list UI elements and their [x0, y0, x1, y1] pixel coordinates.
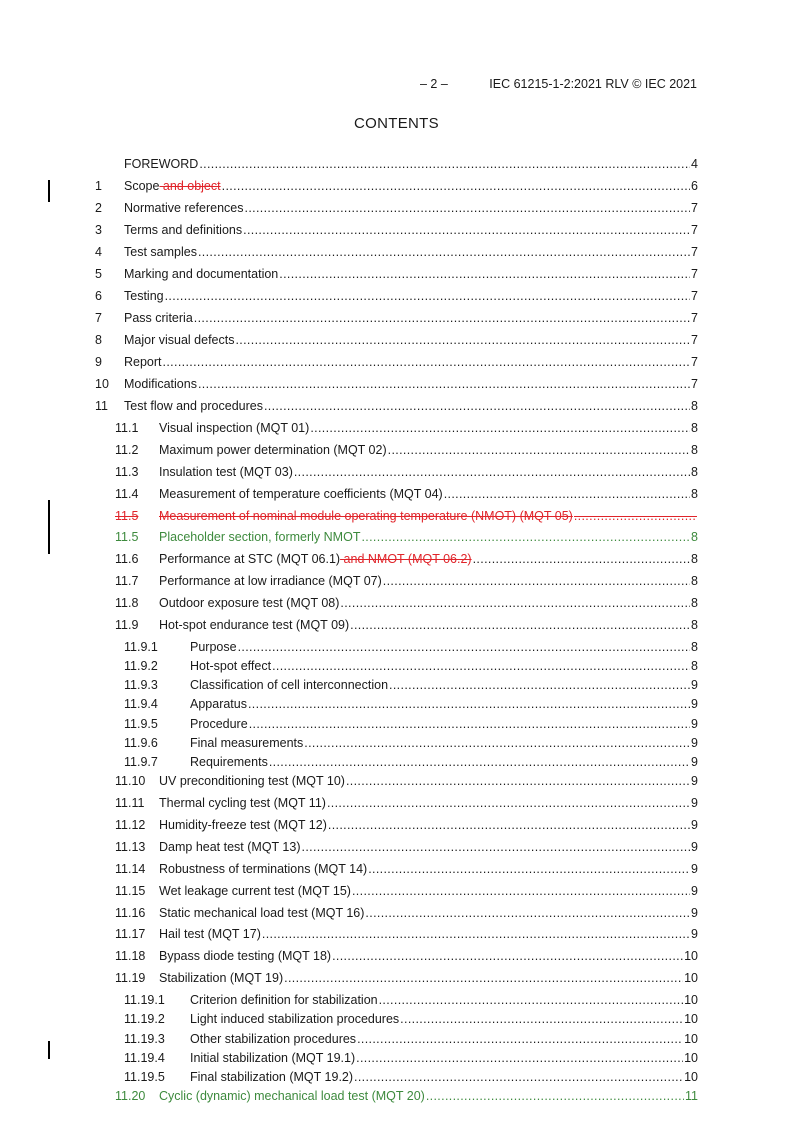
dot-leader: [198, 245, 690, 259]
toc-entry-page: 9: [691, 927, 698, 942]
toc-entry-page: 10: [684, 1069, 698, 1084]
dot-leader: [361, 530, 690, 544]
toc-entry[interactable]: [95, 755, 698, 774]
dot-leader: [383, 574, 690, 588]
toc-entry-title: [159, 596, 339, 610]
page-header: [420, 77, 697, 91]
toc-entry-number: 11.17: [115, 927, 146, 942]
toc-entry-title-text: Stabilization (MQT 19): [159, 971, 284, 986]
toc-entry[interactable]: [95, 245, 698, 267]
toc-entry-title-text: Bypass diode testing (MQT 18): [159, 949, 332, 964]
toc-entry-page: 8: [691, 442, 698, 457]
toc-entry-page: 7: [691, 223, 698, 237]
toc-entry-title-text: Purpose: [190, 639, 237, 654]
toc-entry-title: [159, 840, 301, 854]
toc-entry-number: 11.4: [115, 486, 139, 501]
toc-entry-number: 11.9.5: [124, 716, 158, 731]
toc-entry[interactable]: [95, 697, 698, 716]
toc-entry-title: [124, 355, 162, 369]
toc-entry-title-text: Testing: [124, 289, 164, 303]
toc-entry[interactable]: [95, 774, 698, 796]
toc-entry[interactable]: [95, 201, 698, 223]
dot-leader: [332, 949, 683, 963]
dot-leader: [249, 717, 690, 731]
toc-entry-title: [124, 245, 197, 259]
toc-entry[interactable]: [95, 157, 698, 179]
toc-entry-page: 8: [691, 399, 698, 413]
toc-entry-title: [159, 796, 326, 810]
toc-entry-title-text: Outdoor exposure test (MQT 08): [159, 596, 340, 611]
toc-entry[interactable]: [95, 717, 698, 736]
toc-entry-number: 11.19.3: [124, 1031, 165, 1046]
dot-leader: [310, 421, 690, 435]
toc-entry-title: [159, 884, 351, 898]
toc-entry[interactable]: [95, 179, 698, 201]
toc-entry-title-text: Marking and documentation: [124, 267, 279, 281]
toc-entry-page: 9: [691, 678, 698, 693]
toc-entry[interactable]: [95, 640, 698, 659]
toc-entry[interactable]: [95, 530, 698, 552]
toc-entry-title: [190, 1070, 353, 1084]
toc-entry-title-text: Hot-spot endurance test (MQT 09): [159, 618, 350, 633]
toc-entry-number: 11.19.5: [124, 1069, 165, 1084]
toc-entry-number: 1: [95, 179, 102, 193]
dot-leader: [350, 618, 690, 632]
toc-entry-page: 7: [691, 289, 698, 303]
toc-entry-number: 7: [95, 311, 102, 325]
change-bar-mqt20: [48, 1041, 50, 1059]
toc-entry-title: [159, 774, 345, 788]
dot-leader: [235, 333, 690, 347]
toc-entry-number: 11.20: [115, 1089, 146, 1104]
toc-entry-number: 11.9.4: [124, 697, 158, 712]
toc-entry-title-text: Hot-spot effect: [190, 659, 272, 674]
dot-leader: [444, 487, 690, 501]
toc-entry-title: [124, 223, 242, 237]
toc-entry-title-text: Procedure: [190, 716, 248, 731]
toc-entry-page: 7: [691, 355, 698, 369]
toc-entry-page: 9: [691, 774, 698, 789]
dot-leader: [262, 927, 690, 941]
toc-entry-page: 10: [684, 1050, 698, 1065]
toc-entry[interactable]: [95, 906, 698, 928]
toc-entry-number: 2: [95, 201, 102, 215]
toc-entry-title-text: Performance at STC (MQT 06.1): [159, 552, 341, 567]
toc-entry-number: 10: [95, 377, 109, 391]
toc-entry[interactable]: [95, 1070, 698, 1089]
dot-leader: [272, 659, 690, 673]
toc-entry-page: 7: [691, 245, 698, 259]
toc-entry[interactable]: [95, 289, 698, 311]
toc-entry-page: 7: [691, 333, 698, 347]
toc-entry[interactable]: [95, 1032, 698, 1051]
toc-entry-title: [124, 179, 221, 193]
toc-entry-page: 8: [691, 486, 698, 501]
toc-entry[interactable]: [95, 509, 698, 531]
dot-leader: [327, 796, 690, 810]
toc-entry-number: 11.9.2: [124, 659, 158, 674]
toc-entry-page: 9: [691, 735, 698, 750]
toc-entry-number: 11.9: [115, 618, 139, 633]
dot-leader: [352, 884, 690, 898]
toc-entry-page: 7: [691, 377, 698, 391]
toc-entry-title: [124, 201, 244, 215]
toc-entry-page: 8: [691, 618, 698, 633]
toc-entry-page: 8: [691, 639, 698, 654]
toc-entry-page: 9: [691, 796, 698, 811]
dot-leader: [194, 311, 690, 325]
toc-entry-title: [159, 509, 573, 523]
toc-entry-page: 8: [691, 464, 698, 479]
deleted-text: and NMOT (MQT 06.2): [340, 552, 472, 567]
toc-entry[interactable]: [95, 333, 698, 355]
toc-entry-title: [190, 717, 248, 731]
toc-entry-title-text: Initial stabilization (MQT 19.1): [190, 1050, 356, 1065]
toc-entry-title-text: Other stabilization procedures: [190, 1031, 357, 1046]
dot-leader: [243, 223, 690, 237]
page-title: CONTENTS: [354, 115, 439, 132]
toc-entry-title: [159, 465, 293, 479]
toc-entry-title: [190, 736, 303, 750]
toc-entry-page: 11: [685, 1089, 698, 1104]
toc-entry-number: 11.9.7: [124, 755, 158, 770]
toc-entry-title-text: Robustness of terminations (MQT 14): [159, 861, 368, 876]
toc-entry-title: [159, 421, 309, 435]
toc-entry-page: 7: [691, 201, 698, 215]
toc-entry-title: [190, 1012, 399, 1026]
toc-entry[interactable]: [95, 574, 698, 596]
dot-leader: [199, 157, 690, 171]
toc-entry-number: 11.6: [115, 552, 139, 567]
toc-entry-number: 9: [95, 355, 102, 369]
toc-entry-title: [124, 311, 193, 325]
toc-entry-title-text: Insulation test (MQT 03): [159, 464, 293, 479]
toc-entry[interactable]: [95, 840, 698, 862]
dot-leader: [379, 993, 684, 1007]
toc-entry-title-text: Normative references: [124, 201, 244, 215]
toc-entry[interactable]: [95, 949, 698, 971]
toc-entry-title-text: Final measurements: [190, 735, 304, 750]
toc-entry-number: 4: [95, 245, 102, 259]
toc-entry-title-text: Terms and definitions: [124, 223, 243, 237]
toc-entry-page: 9: [691, 905, 698, 920]
toc-entry-title: [159, 443, 387, 457]
toc-entry-page: 9: [691, 716, 698, 731]
table-of-contents: [95, 157, 698, 1111]
toc-entry-number: 11.19.4: [124, 1050, 165, 1065]
toc-entry-title-text: Light induced stabilization procedures: [190, 1012, 400, 1027]
toc-entry-title-text: Maximum power determination (MQT 02): [159, 442, 387, 457]
toc-entry-number: 11.19.1: [124, 993, 165, 1008]
toc-entry-title: [190, 1032, 356, 1046]
toc-entry-title-text: Cyclic (dynamic) mechanical load test (MQT 20): [159, 1089, 425, 1104]
toc-entry-title-text: Criterion definition for stabilization: [190, 993, 378, 1008]
toc-entry-title: [159, 927, 261, 941]
toc-entry-number: 11.1: [115, 421, 139, 435]
toc-entry-page: 10: [684, 993, 698, 1008]
dot-leader: [245, 201, 691, 215]
toc-entry[interactable]: [95, 355, 698, 377]
toc-entry[interactable]: [95, 443, 698, 465]
toc-entry[interactable]: [95, 971, 698, 993]
dot-leader: [279, 267, 690, 281]
toc-entry[interactable]: [95, 596, 698, 618]
toc-entry-number: 11.2: [115, 442, 139, 457]
toc-entry-title-text: Placeholder section, formerly NMOT: [159, 530, 361, 545]
toc-entry-number: 11.3: [115, 464, 139, 479]
toc-entry-title-text: Visual inspection (MQT 01): [159, 421, 310, 435]
toc-entry-title-text: Scope: [124, 179, 160, 193]
dot-leader: [388, 443, 690, 457]
toc-entry-title-text: Test flow and procedures: [124, 399, 263, 413]
toc-entry-title: [159, 574, 382, 588]
toc-entry-number: 5: [95, 267, 102, 281]
toc-entry-page: 6: [691, 179, 698, 193]
toc-entry-number: 11.5: [115, 530, 139, 545]
dot-leader: [222, 179, 690, 193]
toc-entry[interactable]: [95, 223, 698, 245]
dot-leader: [269, 755, 690, 769]
toc-entry[interactable]: [95, 399, 698, 421]
toc-entry[interactable]: [95, 736, 698, 755]
toc-entry-number: 11.18: [115, 949, 146, 964]
toc-entry-title: [124, 333, 234, 347]
dot-leader: [302, 840, 691, 854]
toc-entry-page: 9: [691, 697, 698, 712]
toc-entry-number: 11.15: [115, 883, 146, 898]
dot-leader: [354, 1070, 683, 1084]
toc-entry-title: [190, 993, 378, 1007]
toc-entry-title: [190, 1051, 355, 1065]
toc-entry-title-text: Performance at low irradiance (MQT 07): [159, 574, 382, 589]
toc-entry[interactable]: [95, 1089, 698, 1111]
toc-entry-page: 4: [691, 157, 698, 171]
toc-entry-number: 11.8: [115, 596, 139, 611]
toc-entry-number: 11.5: [115, 508, 139, 523]
toc-entry-title: [159, 552, 472, 566]
toc-entry-page: 9: [691, 883, 698, 898]
dot-leader: [389, 678, 690, 692]
dot-leader: [294, 465, 690, 479]
toc-entry[interactable]: [95, 862, 698, 884]
toc-entry[interactable]: [95, 1012, 698, 1031]
toc-entry-title-text: Test samples: [124, 245, 197, 259]
change-bar-nmot: [48, 500, 50, 554]
toc-entry-number: 8: [95, 333, 102, 347]
toc-entry-title: [124, 399, 263, 413]
dot-leader: [264, 399, 690, 413]
toc-entry-title: [159, 818, 327, 832]
toc-entry-title-text: Modifications: [124, 377, 197, 391]
toc-entry-page: 7: [691, 267, 698, 281]
toc-entry-title-text: FOREWORD: [124, 157, 199, 171]
toc-entry-title-text: UV preconditioning test (MQT 10): [159, 774, 345, 789]
toc-entry-number: 11: [95, 399, 108, 413]
toc-entry[interactable]: [95, 377, 698, 399]
toc-entry-title: [190, 640, 237, 654]
toc-entry-title: [159, 530, 360, 544]
toc-entry-number: 11.11: [115, 796, 145, 811]
toc-entry-title-text: Thermal cycling test (MQT 11): [159, 796, 326, 811]
toc-entry-title: [159, 1089, 425, 1103]
toc-entry-title: [190, 678, 388, 692]
toc-entry[interactable]: [95, 552, 698, 574]
dot-leader: [356, 1051, 683, 1065]
toc-entry-title-text: Humidity-freeze test (MQT 12): [159, 818, 327, 832]
toc-entry-title-text: Damp heat test (MQT 13): [159, 839, 301, 854]
toc-entry-title: [159, 862, 367, 876]
toc-entry-title: [159, 906, 364, 920]
toc-entry-number: 11.9.3: [124, 678, 158, 693]
toc-entry-number: 3: [95, 223, 102, 237]
toc-entry-title-text: Pass criteria: [124, 311, 193, 325]
toc-entry-title-text: Major visual defects: [124, 333, 235, 347]
toc-entry-title: [124, 267, 278, 281]
toc-entry-title-text: Static mechanical load test (MQT 16): [159, 905, 365, 920]
dot-leader: [165, 289, 690, 303]
toc-entry-title: [124, 157, 198, 171]
dot-leader: [346, 774, 690, 788]
toc-entry-number: 11.9.1: [124, 639, 158, 654]
toc-entry-number: 11.12: [115, 818, 146, 832]
toc-entry-page: 8: [691, 530, 698, 545]
toc-entry-page: 8: [691, 421, 698, 435]
dot-leader: [426, 1089, 684, 1103]
toc-entry[interactable]: [95, 678, 698, 697]
toc-entry-title-text: Classification of cell interconnection: [190, 678, 389, 693]
toc-entry-number: 11.14: [115, 861, 146, 876]
dot-leader: [357, 1032, 683, 1046]
dot-leader: [365, 906, 690, 920]
toc-entry-page: 7: [691, 311, 698, 325]
toc-entry-page: 9: [691, 818, 698, 832]
toc-entry-title: [190, 697, 247, 711]
dot-leader: [284, 971, 683, 985]
dot-leader: [368, 862, 690, 876]
toc-entry[interactable]: [95, 884, 698, 906]
toc-entry-page: 9: [691, 861, 698, 876]
dot-leader: [238, 640, 690, 654]
toc-entry-title-text: Measurement of temperature coefficients (MQT 04): [159, 486, 443, 501]
toc-entry[interactable]: [95, 818, 698, 840]
toc-entry-title: [190, 659, 271, 673]
dot-leader: [473, 552, 690, 566]
toc-entry-title: [159, 618, 349, 632]
toc-entry-title: [124, 289, 164, 303]
change-bar-scope: [48, 180, 50, 202]
document-id: IEC 61215-1-2:2021 RLV © IEC 2021: [489, 77, 697, 91]
toc-entry[interactable]: [95, 796, 698, 818]
dot-leader: [248, 697, 690, 711]
toc-entry-number: 6: [95, 289, 102, 303]
toc-entry-title: [124, 377, 197, 391]
toc-entry-title-text: Measurement of nominal module operating temperature (NMOT) (MQT 05): [159, 508, 573, 523]
toc-entry-number: 11.10: [115, 774, 146, 789]
page-number: – 2 –: [419, 77, 448, 91]
toc-entry[interactable]: [95, 311, 698, 333]
toc-entry-page: 9: [691, 755, 698, 770]
toc-entry-number: 11.9.6: [124, 735, 158, 750]
toc-entry-title-text: Requirements: [190, 755, 268, 770]
toc-entry[interactable]: [95, 465, 698, 487]
toc-entry-page: 8: [691, 552, 698, 567]
dot-leader: [198, 377, 690, 391]
toc-entry-page: 8: [691, 659, 698, 674]
toc-entry-title: [159, 971, 283, 985]
toc-entry[interactable]: [95, 659, 698, 678]
dot-leader: [340, 596, 690, 610]
toc-entry[interactable]: [95, 1051, 698, 1070]
toc-entry-title: [159, 487, 443, 501]
toc-entry-number: 11.7: [115, 574, 139, 589]
toc-entry-title-text: Hail test (MQT 17): [159, 927, 261, 942]
toc-entry-title-text: Wet leakage current test (MQT 15): [159, 883, 351, 898]
toc-entry-page: 8: [691, 596, 698, 611]
toc-entry-title-text: Report: [124, 355, 162, 369]
toc-entry[interactable]: [95, 421, 698, 443]
toc-entry-title: [190, 755, 268, 769]
toc-entry[interactable]: [95, 267, 698, 289]
toc-entry-title-text: Apparatus: [190, 697, 247, 712]
toc-entry-page: 10: [684, 1031, 698, 1046]
toc-entry[interactable]: [95, 487, 698, 509]
toc-entry-page: 9: [691, 839, 698, 854]
dot-leader: [163, 355, 691, 369]
toc-entry-number: 11.16: [115, 905, 146, 920]
toc-entry-page: 10: [684, 971, 698, 986]
toc-entry[interactable]: [95, 993, 698, 1012]
dot-leader: [328, 818, 690, 832]
toc-entry[interactable]: [95, 927, 698, 949]
toc-entry-page: 8: [691, 574, 698, 589]
toc-entry-number: 11.13: [115, 839, 146, 854]
toc-entry-page: 10: [684, 1012, 698, 1027]
toc-entry-title-text: Final stabilization (MQT 19.2): [190, 1069, 354, 1084]
toc-entry-title: [159, 949, 331, 963]
deleted-text: and object: [159, 179, 221, 193]
toc-entry-page: 10: [684, 949, 698, 964]
toc-entry-number: 11.19.2: [124, 1012, 165, 1027]
dot-leader: [400, 1012, 683, 1026]
toc-entry[interactable]: [95, 618, 698, 640]
dot-leader: [304, 736, 690, 750]
toc-entry-number: 11.19: [115, 971, 146, 986]
dot-leader: [574, 509, 697, 523]
